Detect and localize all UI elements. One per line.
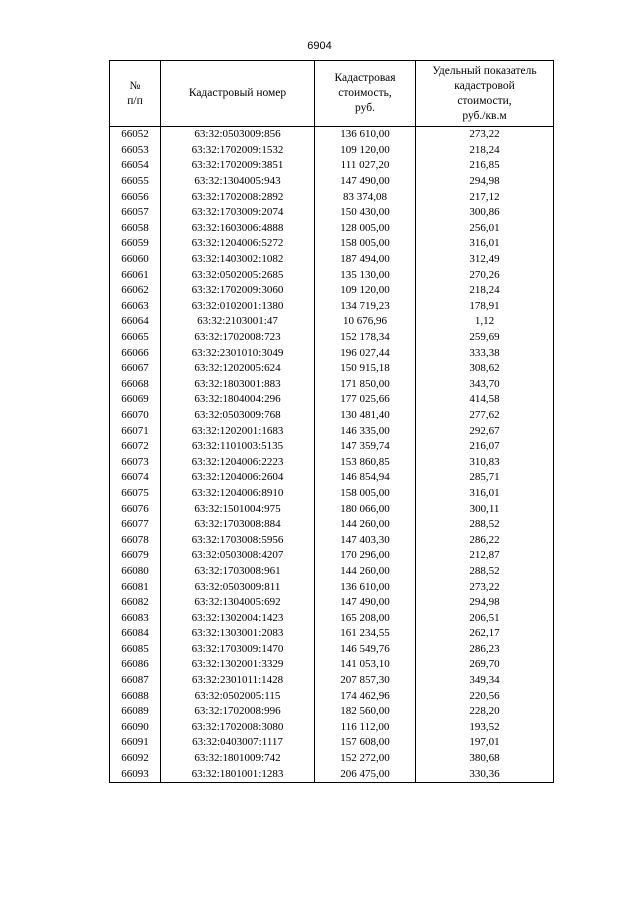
cell-cadastral-number: 63:32:1801001:1283 <box>161 766 315 782</box>
cell-row-number: 66081 <box>110 579 161 595</box>
cell-cadastral-value: 182 560,00 <box>315 704 416 720</box>
cell-row-number: 66091 <box>110 735 161 751</box>
cell-specific-value: 294,98 <box>416 174 554 190</box>
table-row <box>110 532 554 548</box>
cell-cadastral-number: 63:32:1803001:883 <box>161 377 315 393</box>
cell-specific-value: 316,01 <box>416 486 554 502</box>
cell-row-number: 66064 <box>110 314 161 330</box>
cell-cadastral-number: 63:32:1304005:943 <box>161 174 315 190</box>
cell-specific-value: 286,23 <box>416 642 554 658</box>
cell-row-number: 66056 <box>110 189 161 205</box>
table-row <box>110 423 554 439</box>
cell-cadastral-value: 146 854,94 <box>315 470 416 486</box>
cell-cadastral-number: 63:32:1204006:5272 <box>161 236 315 252</box>
cell-row-number: 66073 <box>110 454 161 470</box>
cell-specific-value: 292,67 <box>416 423 554 439</box>
cell-cadastral-number: 63:32:1702009:3060 <box>161 283 315 299</box>
cell-specific-value: 216,85 <box>416 158 554 174</box>
table-row <box>110 127 554 143</box>
cell-cadastral-value: 147 490,00 <box>315 174 416 190</box>
cell-cadastral-number: 63:32:2301011:1428 <box>161 673 315 689</box>
table-row <box>110 283 554 299</box>
cell-row-number: 66092 <box>110 751 161 767</box>
cell-specific-value: 273,22 <box>416 579 554 595</box>
table-row <box>110 610 554 626</box>
cell-cadastral-value: 111 027,20 <box>315 158 416 174</box>
cell-specific-value: 218,24 <box>416 143 554 159</box>
cell-specific-value: 218,24 <box>416 283 554 299</box>
table-row <box>110 688 554 704</box>
cell-cadastral-value: 147 490,00 <box>315 595 416 611</box>
cell-specific-value: 414,58 <box>416 392 554 408</box>
cell-specific-value: 212,87 <box>416 548 554 564</box>
cell-cadastral-number: 63:32:0502005:115 <box>161 688 315 704</box>
cell-cadastral-number: 63:32:1202001:1683 <box>161 423 315 439</box>
cell-row-number: 66055 <box>110 174 161 190</box>
cell-specific-value: 286,22 <box>416 532 554 548</box>
table-row <box>110 564 554 580</box>
page-number: 6904 <box>307 40 332 52</box>
cell-specific-value: 277,62 <box>416 408 554 424</box>
table-row <box>110 314 554 330</box>
cell-cadastral-value: 187 494,00 <box>315 252 416 268</box>
header-specific-value: Удельный показатель кадастровой стоимости, руб./кв.м <box>416 61 554 127</box>
cell-cadastral-value: 136 610,00 <box>315 127 416 143</box>
cell-specific-value: 269,70 <box>416 657 554 673</box>
cell-cadastral-number: 63:32:1702009:1532 <box>161 143 315 159</box>
cell-row-number: 66082 <box>110 595 161 611</box>
cell-cadastral-value: 196 027,44 <box>315 345 416 361</box>
cell-row-number: 66076 <box>110 501 161 517</box>
table-row <box>110 735 554 751</box>
cell-specific-value: 316,01 <box>416 236 554 252</box>
cell-cadastral-number: 63:32:1703008:5956 <box>161 532 315 548</box>
header-cadastral-value: Кадастровая стоимость, руб. <box>315 61 416 127</box>
cell-cadastral-number: 63:32:1801009:742 <box>161 751 315 767</box>
cell-cadastral-number: 63:32:1703008:884 <box>161 517 315 533</box>
cell-cadastral-number: 63:32:1303001:2083 <box>161 626 315 642</box>
cell-cadastral-number: 63:32:1702009:3851 <box>161 158 315 174</box>
cell-cadastral-value: 116 112,00 <box>315 720 416 736</box>
cell-row-number: 66053 <box>110 143 161 159</box>
cell-specific-value: 178,91 <box>416 299 554 315</box>
cell-specific-value: 193,52 <box>416 720 554 736</box>
cell-row-number: 66052 <box>110 127 161 143</box>
cell-cadastral-value: 174 462,96 <box>315 688 416 704</box>
cell-cadastral-number: 63:32:1501004:975 <box>161 501 315 517</box>
cell-row-number: 66068 <box>110 377 161 393</box>
cell-row-number: 66075 <box>110 486 161 502</box>
table-row <box>110 143 554 159</box>
cell-cadastral-number: 63:32:1702008:723 <box>161 330 315 346</box>
table-header <box>110 61 554 127</box>
cell-cadastral-number: 63:32:1804004:296 <box>161 392 315 408</box>
cell-cadastral-value: 161 234,55 <box>315 626 416 642</box>
table-row <box>110 470 554 486</box>
cell-cadastral-value: 109 120,00 <box>315 143 416 159</box>
cell-cadastral-number: 63:32:1204006:8910 <box>161 486 315 502</box>
cell-row-number: 66060 <box>110 252 161 268</box>
cell-specific-value: 220,56 <box>416 688 554 704</box>
cell-cadastral-value: 170 296,00 <box>315 548 416 564</box>
table-row <box>110 174 554 190</box>
table-row <box>110 205 554 221</box>
cell-specific-value: 300,86 <box>416 205 554 221</box>
cell-cadastral-value: 171 850,00 <box>315 377 416 393</box>
cell-cadastral-value: 153 860,85 <box>315 454 416 470</box>
cell-row-number: 66090 <box>110 720 161 736</box>
cell-row-number: 66080 <box>110 564 161 580</box>
table-row <box>110 439 554 455</box>
cell-row-number: 66069 <box>110 392 161 408</box>
cell-specific-value: 310,83 <box>416 454 554 470</box>
cell-cadastral-value: 157 608,00 <box>315 735 416 751</box>
cell-cadastral-value: 134 719,23 <box>315 299 416 315</box>
cell-cadastral-value: 206 475,00 <box>315 766 416 782</box>
cell-row-number: 66093 <box>110 766 161 782</box>
table-row <box>110 704 554 720</box>
cell-cadastral-value: 135 130,00 <box>315 267 416 283</box>
cell-row-number: 66070 <box>110 408 161 424</box>
cell-specific-value: 1,12 <box>416 314 554 330</box>
table-row <box>110 330 554 346</box>
table-row <box>110 548 554 564</box>
cell-cadastral-value: 147 403,30 <box>315 532 416 548</box>
cell-cadastral-value: 207 857,30 <box>315 673 416 689</box>
table-row <box>110 501 554 517</box>
cell-cadastral-value: 146 549,76 <box>315 642 416 658</box>
cell-row-number: 66079 <box>110 548 161 564</box>
table-row <box>110 158 554 174</box>
table-row <box>110 267 554 283</box>
cell-cadastral-value: 150 915,18 <box>315 361 416 377</box>
cell-cadastral-number: 63:32:1204006:2223 <box>161 454 315 470</box>
cell-cadastral-value: 177 025,66 <box>315 392 416 408</box>
cell-cadastral-value: 83 374,08 <box>315 189 416 205</box>
cell-cadastral-number: 63:32:1703008:961 <box>161 564 315 580</box>
cell-specific-value: 259,69 <box>416 330 554 346</box>
cell-cadastral-value: 158 005,00 <box>315 486 416 502</box>
cell-specific-value: 308,62 <box>416 361 554 377</box>
cell-cadastral-number: 63:32:0503009:768 <box>161 408 315 424</box>
cell-row-number: 66061 <box>110 267 161 283</box>
cell-specific-value: 330,36 <box>416 766 554 782</box>
cell-row-number: 66057 <box>110 205 161 221</box>
cell-cadastral-number: 63:32:1703009:2074 <box>161 205 315 221</box>
cell-cadastral-number: 63:32:1304005:692 <box>161 595 315 611</box>
cell-specific-value: 380,68 <box>416 751 554 767</box>
cell-cadastral-number: 63:32:0503008:4207 <box>161 548 315 564</box>
table-row <box>110 299 554 315</box>
table-row <box>110 579 554 595</box>
cell-row-number: 66086 <box>110 657 161 673</box>
table-row <box>110 221 554 237</box>
cell-row-number: 66084 <box>110 626 161 642</box>
cell-cadastral-value: 147 359,74 <box>315 439 416 455</box>
cell-cadastral-value: 10 676,96 <box>315 314 416 330</box>
cell-specific-value: 228,20 <box>416 704 554 720</box>
table-row <box>110 189 554 205</box>
table-row <box>110 595 554 611</box>
cell-specific-value: 333,38 <box>416 345 554 361</box>
table-row <box>110 252 554 268</box>
cell-row-number: 66066 <box>110 345 161 361</box>
cell-cadastral-value: 152 272,00 <box>315 751 416 767</box>
cell-cadastral-number: 63:32:0102001:1380 <box>161 299 315 315</box>
table-row <box>110 626 554 642</box>
cell-cadastral-value: 152 178,34 <box>315 330 416 346</box>
table-row <box>110 377 554 393</box>
cell-cadastral-value: 144 260,00 <box>315 564 416 580</box>
header-row-number: № п/п <box>110 61 161 127</box>
table-row <box>110 486 554 502</box>
table-row <box>110 720 554 736</box>
table-row <box>110 642 554 658</box>
cell-cadastral-number: 63:32:0503009:856 <box>161 127 315 143</box>
cell-row-number: 66067 <box>110 361 161 377</box>
cell-row-number: 66089 <box>110 704 161 720</box>
cell-cadastral-value: 136 610,00 <box>315 579 416 595</box>
table-row <box>110 345 554 361</box>
cell-cadastral-number: 63:32:2103001:47 <box>161 314 315 330</box>
cell-row-number: 66059 <box>110 236 161 252</box>
cell-specific-value: 256,01 <box>416 221 554 237</box>
cell-row-number: 66083 <box>110 610 161 626</box>
cell-cadastral-number: 63:32:2301010:3049 <box>161 345 315 361</box>
cell-row-number: 66078 <box>110 532 161 548</box>
table-row <box>110 454 554 470</box>
cell-row-number: 66071 <box>110 423 161 439</box>
cell-cadastral-value: 158 005,00 <box>315 236 416 252</box>
table-row <box>110 361 554 377</box>
cell-specific-value: 273,22 <box>416 127 554 143</box>
header-cadastral-number: Кадастровый номер <box>161 61 315 127</box>
table-row <box>110 236 554 252</box>
cell-cadastral-value: 141 053,10 <box>315 657 416 673</box>
cell-cadastral-value: 144 260,00 <box>315 517 416 533</box>
cell-cadastral-number: 63:32:1204006:2604 <box>161 470 315 486</box>
cell-specific-value: 288,52 <box>416 517 554 533</box>
cell-cadastral-value: 109 120,00 <box>315 283 416 299</box>
cell-cadastral-value: 165 208,00 <box>315 610 416 626</box>
cell-row-number: 66063 <box>110 299 161 315</box>
header-row <box>110 61 554 127</box>
cell-cadastral-number: 63:32:1603006:4888 <box>161 221 315 237</box>
cell-specific-value: 349,34 <box>416 673 554 689</box>
cell-cadastral-number: 63:32:1703009:1470 <box>161 642 315 658</box>
cell-row-number: 66088 <box>110 688 161 704</box>
cell-row-number: 66077 <box>110 517 161 533</box>
cell-row-number: 66087 <box>110 673 161 689</box>
cell-cadastral-number: 63:32:0403007:1117 <box>161 735 315 751</box>
cell-row-number: 66074 <box>110 470 161 486</box>
cell-cadastral-number: 63:32:1403002:1082 <box>161 252 315 268</box>
cell-row-number: 66058 <box>110 221 161 237</box>
table-row <box>110 392 554 408</box>
cell-specific-value: 262,17 <box>416 626 554 642</box>
cell-cadastral-value: 150 430,00 <box>315 205 416 221</box>
table-row <box>110 766 554 782</box>
cell-cadastral-value: 146 335,00 <box>315 423 416 439</box>
cell-row-number: 66085 <box>110 642 161 658</box>
cadastral-value-table <box>109 60 554 783</box>
cell-row-number: 66072 <box>110 439 161 455</box>
cell-row-number: 66062 <box>110 283 161 299</box>
cell-specific-value: 217,12 <box>416 189 554 205</box>
cell-cadastral-number: 63:32:1702008:996 <box>161 704 315 720</box>
table-row <box>110 657 554 673</box>
cell-row-number: 66065 <box>110 330 161 346</box>
table-row <box>110 673 554 689</box>
cell-specific-value: 294,98 <box>416 595 554 611</box>
table-row <box>110 408 554 424</box>
cell-specific-value: 288,52 <box>416 564 554 580</box>
cell-specific-value: 206,51 <box>416 610 554 626</box>
cell-cadastral-number: 63:32:1702008:2892 <box>161 189 315 205</box>
cell-specific-value: 216,07 <box>416 439 554 455</box>
cell-specific-value: 343,70 <box>416 377 554 393</box>
cell-cadastral-number: 63:32:1302004:1423 <box>161 610 315 626</box>
cell-specific-value: 300,11 <box>416 501 554 517</box>
table-row <box>110 751 554 767</box>
cell-specific-value: 197,01 <box>416 735 554 751</box>
cell-cadastral-number: 63:32:1302001:3329 <box>161 657 315 673</box>
cell-cadastral-value: 128 005,00 <box>315 221 416 237</box>
cell-cadastral-value: 180 066,00 <box>315 501 416 517</box>
cell-specific-value: 312,49 <box>416 252 554 268</box>
cell-cadastral-value: 130 481,40 <box>315 408 416 424</box>
cell-cadastral-number: 63:32:1101003:5135 <box>161 439 315 455</box>
cell-cadastral-number: 63:32:1702008:3080 <box>161 720 315 736</box>
cell-cadastral-number: 63:32:0503009:811 <box>161 579 315 595</box>
cell-cadastral-number: 63:32:0502005:2685 <box>161 267 315 283</box>
cell-specific-value: 285,71 <box>416 470 554 486</box>
cell-row-number: 66054 <box>110 158 161 174</box>
table-row <box>110 517 554 533</box>
table-body <box>110 127 554 783</box>
cell-specific-value: 270,26 <box>416 267 554 283</box>
cell-cadastral-number: 63:32:1202005:624 <box>161 361 315 377</box>
